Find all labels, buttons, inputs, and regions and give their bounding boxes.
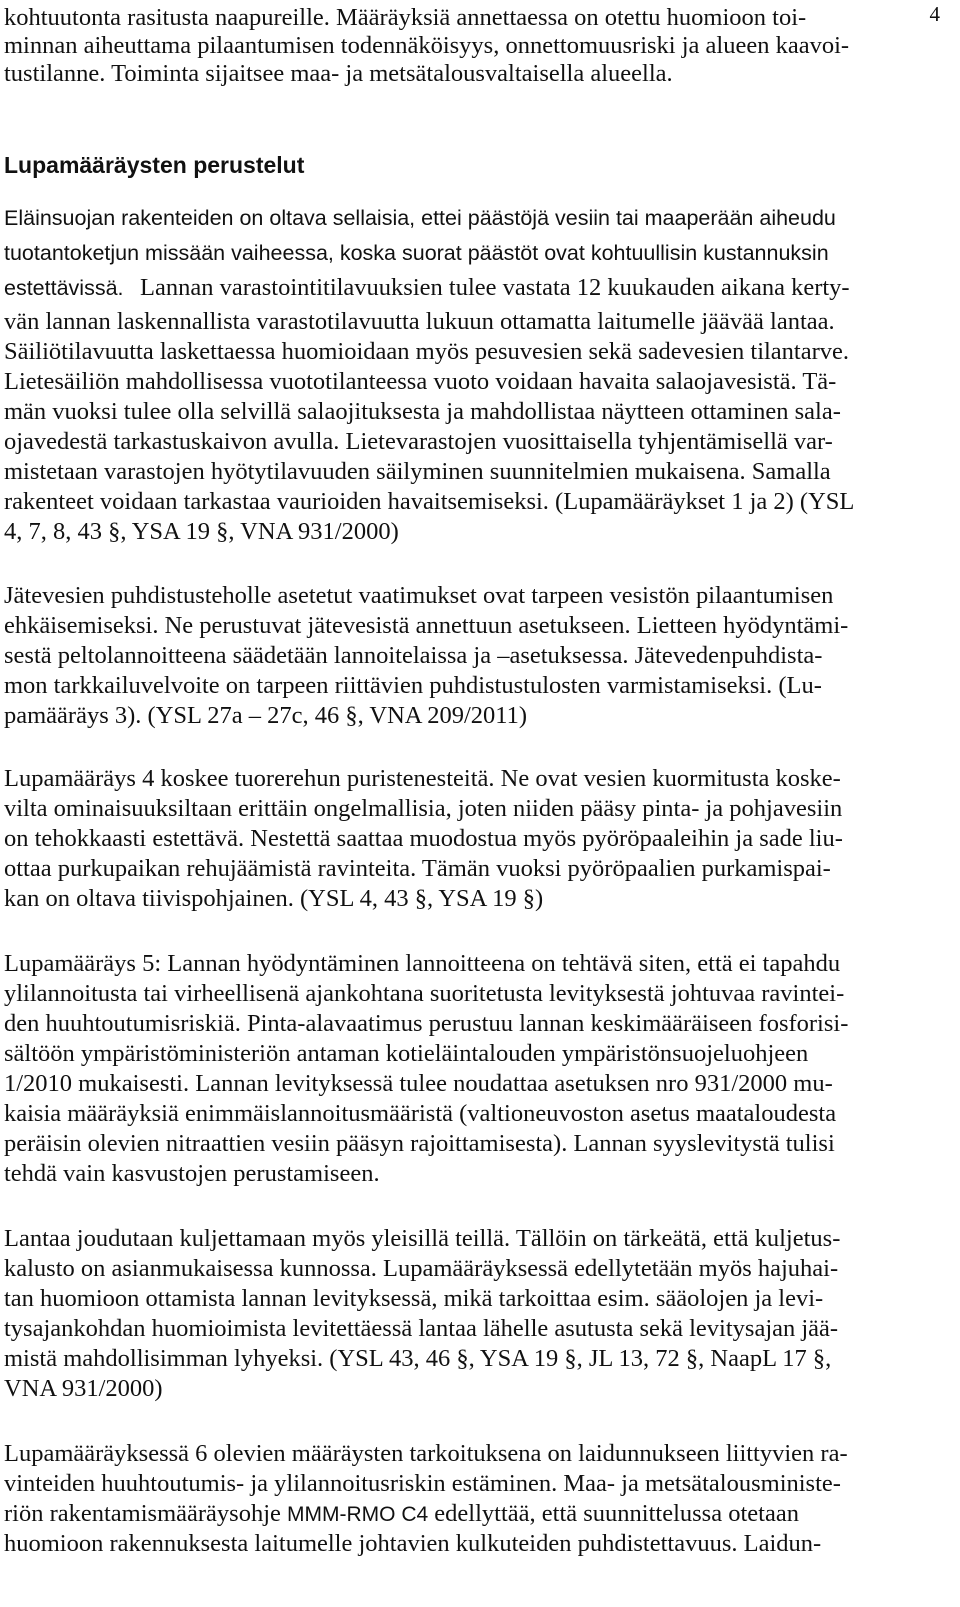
text-line: vilta ominaisuuksiltaan erittäin ongelmallisia, joten niiden pääsy pinta- ja pohjavesiin bbox=[4, 795, 843, 822]
text-line: ylilannoitusta tai virheellisenä ajankohtana suoritetusta levityksestä johtuvaa ravintei- bbox=[4, 980, 845, 1007]
section-heading: Lupamääräysten perustelut bbox=[4, 152, 305, 178]
text-line: peräisin olevien nitraattien vesiin pääsyn rajoittamisesta). Lannan syyslevitystä tulisi bbox=[4, 1130, 835, 1157]
text-segment: riön rakentamismääräysohje bbox=[4, 1500, 288, 1527]
text-line: 1/2010 mukaisesti. Lannan levityksessä tulee noudattaa asetuksen nro 931/2000 mu- bbox=[4, 1070, 833, 1097]
text-line: män vuoksi tulee olla selvillä salaojituksesta ja mahdollistaa näytteen ottaminen sala- bbox=[4, 398, 841, 425]
page-number: 4 bbox=[929, 2, 940, 26]
text-line-with-code bbox=[4, 1502, 799, 1527]
text-line: kaisia määräyksiä enimmäislannoitusmääristä (valtioneuvoston asetus maataloudesta bbox=[4, 1100, 837, 1127]
text-line: tustilanne. Toiminta sijaitsee maa- ja metsätalousvaltaisella alueella. bbox=[4, 60, 673, 87]
text-line: ottaa purkupaikan rehujäämistä ravinteita. Tämän vuoksi pyöröpaalien purkamispai- bbox=[4, 855, 831, 882]
text-line: kan on oltava tiivispohjainen. (YSL 4, 43 §, YSA 19 §) bbox=[4, 885, 544, 912]
text-line: vinteiden huuhtoutumis- ja ylilannoitusriskin estäminen. Maa- ja metsätalousministe- bbox=[4, 1470, 841, 1497]
text-line: estettävissä. bbox=[4, 276, 124, 300]
text-line: kohtuutonta rasitusta naapureille. Määräyksiä annettaessa on otettu huomioon toi- bbox=[4, 4, 807, 31]
text-line: ojavedestä tarkastuskaivon avulla. Lietevarastojen vuosittaisella tyhjentämisellä var- bbox=[4, 428, 833, 455]
text-line: VNA 931/2000) bbox=[4, 1375, 163, 1402]
text-line: tysajankohdan huomioimista levitettäessä lantaa lähelle asutusta sekä levitysajan jää- bbox=[4, 1315, 839, 1342]
text-line: ehkäisemiseksi. Ne perustuvat jätevesistä annettuun asetukseen. Lietteen hyödyntämi- bbox=[4, 612, 849, 639]
text-line: Eläinsuojan rakenteiden on oltava sellaisia, ettei päästöjä vesiin tai maaperään aiheudu bbox=[4, 206, 836, 230]
text-segment: edellyttää, että suunnittelussa otetaan bbox=[428, 1500, 799, 1527]
text-line: sältöön ympäristöministeriön antaman kotieläintalouden ympäristönsuojeluohjeen bbox=[4, 1040, 809, 1067]
text-line: Lupamääräys 4 koskee tuorerehun puristenesteitä. Ne ovat vesien kuormitusta koske- bbox=[4, 765, 841, 792]
text-line: 4, 7, 8, 43 §, YSA 19 §, VNA 931/2000) bbox=[4, 518, 399, 545]
text-line: mon tarkkailuvelvoite on tarpeen riittävien puhdistustulosten varmistamiseksi. (Lu- bbox=[4, 672, 822, 699]
text-line: Lannan varastointitilavuuksien tulee vastata 12 kuukauden aikana kerty- bbox=[140, 274, 850, 301]
text-line: tuotantoketjun missään vaiheessa, koska suorat päästöt ovat kohtuullisin kustannuksin bbox=[4, 241, 829, 265]
text-line: Jätevesien puhdistusteholle asetetut vaatimukset ovat tarpeen vesistön pilaantumisen bbox=[4, 582, 834, 609]
text-line: mistetaan varastojen hyötytilavuuden säilyminen suunnitelmien mukaisena. Samalla bbox=[4, 458, 831, 485]
text-line: Lupamääräys 5: Lannan hyödyntäminen lannoitteena on tehtävä siten, että ei tapahdu bbox=[4, 950, 841, 977]
text-line: vän lannan laskennallista varastotilavuutta lukuun ottamatta laitumelle jäävää lantaa. bbox=[4, 308, 835, 335]
text-line: pamääräys 3). (YSL 27a – 27c, 46 §, VNA 209/2011) bbox=[4, 702, 528, 729]
text-line: huomioon rakennuksesta laitumelle johtavien kulkuteiden puhdistettavuus. Laidun- bbox=[4, 1530, 822, 1557]
text-line: rakenteet voidaan tarkastaa vaurioiden havaitsemiseksi. (Lupamääräykset 1 ja 2) (YSL bbox=[4, 488, 855, 515]
text-line: Lantaa joudutaan kuljettamaan myös yleisillä teillä. Tällöin on tärkeätä, että kuljetus- bbox=[4, 1225, 841, 1252]
text-line: tehdä vain kasvustojen perustamiseen. bbox=[4, 1160, 380, 1187]
text-line: Lietesäiliön mahdollisessa vuototilanteessa vuoto voidaan havaita salaojavesistä. Tä- bbox=[4, 368, 837, 395]
text-line: minnan aiheuttama pilaantumisen todennäköisyys, onnettomuusriski ja alueen kaavoi- bbox=[4, 32, 850, 59]
text-line: sestä peltolannoitteena säädetään lannoitelaissa ja –asetuksessa. Jätevedenpuhdista- bbox=[4, 642, 823, 669]
text-line: Säiliötilavuutta laskettaessa huomioidaan myös pesuvesien sekä sadevesien tilantarve. bbox=[4, 338, 850, 365]
regulation-code: MMM-RMO C4 bbox=[287, 1503, 429, 1526]
text-line: on tehokkaasti estettävä. Nestettä saattaa muodostua myös pyöröpaaleihin ja sade liu- bbox=[4, 825, 843, 852]
text-line: kalusto on asianmukaisessa kunnossa. Lupamääräyksessä edellytetään myös hajuhai- bbox=[4, 1255, 839, 1282]
text-line: tan huomioon ottamista lannan levityksessä, mikä tarkoittaa esim. sääolojen ja levi- bbox=[4, 1285, 824, 1312]
text-line: Lupamääräyksessä 6 olevien määräysten tarkoituksena on laidunnukseen liittyvien ra- bbox=[4, 1440, 848, 1467]
text-line: mistä mahdollisimman lyhyeksi. (YSL 43, 46 §, YSA 19 §, JL 13, 72 §, NaapL 17 §, bbox=[4, 1345, 832, 1372]
text-line: den huuhtoutumisriskiä. Pinta-alavaatimus perustuu lannan keskimääräiseen fosforisi- bbox=[4, 1010, 849, 1037]
